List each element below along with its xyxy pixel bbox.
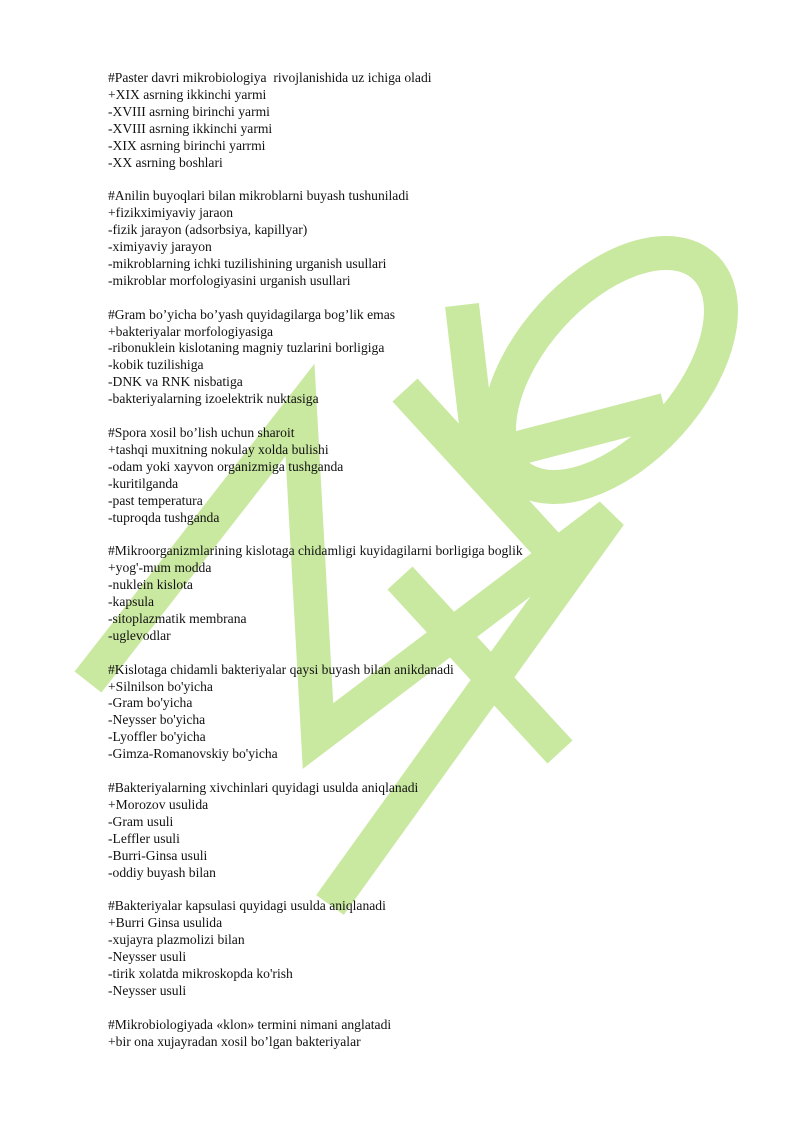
answer-option: -XVIII asrning ikkinchi yarmi: [108, 120, 273, 136]
question-text: #Bakteriyalar kapsulasi quyidagi usulda aniqlanadi: [108, 898, 386, 914]
correct-answer: +fizikximiyaviy jaraon: [108, 205, 234, 221]
answer-option: -oddiy buyash bilan: [108, 864, 216, 880]
correct-answer: +Morozov usulida: [108, 796, 209, 812]
answer-option: -nuklein kislota: [108, 577, 193, 593]
answer-option: -tuproqda tushganda: [108, 509, 220, 525]
answer-option: -ribonuklein kislotaning magniy tuzlarini borligiga: [108, 340, 385, 356]
answer-option: -bakteriyalarning izoelektrik nuktasiga: [108, 391, 319, 407]
answer-option: -xujayra plazmolizi bilan: [108, 932, 245, 948]
question-block: [108, 307, 728, 408]
question-text: #Bakteriyalarning xivchinlari quyidagi usulda aniqlanadi: [108, 779, 419, 795]
answer-option: -tirik xolatda mikroskopda ko'rish: [108, 965, 293, 981]
question-block: [108, 780, 728, 881]
question-block: [108, 188, 728, 289]
question-text: #Paster davri mikrobiologiya rivojlanishida uz ichiga oladi: [108, 70, 432, 85]
correct-answer: +XIX asrning ikkinchi yarmi: [108, 86, 267, 102]
answer-option: -Gram bo'yicha: [108, 695, 193, 711]
question-text: #Anilin buyoqlari bilan mikroblarni buyash tushuniladi: [108, 188, 409, 204]
answer-option: -fizik jarayon (adsorbsiya, kapillyar): [108, 222, 308, 238]
answer-option: -Lyoffler bo'yicha: [108, 729, 206, 745]
answer-option: -Neysser bo'yicha: [108, 712, 206, 728]
answer-option: -XIX asrning birinchi yarrmi: [108, 137, 266, 153]
answer-option: -Neysser usuli: [108, 982, 187, 998]
answer-option: -kuritilganda: [108, 475, 179, 491]
question-block: [108, 1017, 728, 1051]
answer-option: -uglevodlar: [108, 627, 171, 643]
answer-option: -kapsula: [108, 594, 155, 610]
question-block: [108, 70, 728, 171]
answer-option: -mikroblarning ichki tuzilishining urganish usullari: [108, 255, 387, 271]
answer-option: -Gram usuli: [108, 813, 174, 829]
question-block: [108, 425, 728, 526]
answer-option: -past temperatura: [108, 492, 203, 508]
answer-option: -DNK va RNK nisbatiga: [108, 374, 243, 390]
question-text: #Kislotaga chidamli bakteriyalar qaysi buyash bilan anikdanadi: [108, 661, 454, 677]
question-text: #Spora xosil bo’lish uchun sharoit: [108, 424, 295, 440]
answer-option: -Burri-Ginsa usuli: [108, 847, 208, 863]
correct-answer: +bakteriyalar morfologiyasiga: [108, 323, 274, 339]
question-block: [108, 543, 728, 644]
correct-answer: +tashqi muxitning nokulay xolda bulishi: [108, 441, 329, 457]
answer-option: -mikroblar morfologiyasini urganish usullari: [108, 272, 351, 288]
answer-option: -Leffler usuli: [108, 830, 180, 846]
question-text: #Mikroorganizmlarining kislotaga chidamligi kuyidagilarni borligiga boglik: [108, 543, 523, 559]
answer-option: -kobik tuzilishiga: [108, 357, 204, 373]
answer-option: -ximiyaviy jarayon: [108, 239, 212, 255]
correct-answer: +yog'-mum modda: [108, 560, 212, 576]
question-text: #Gram bo’yicha bo’yash quyidagilarga bog’lik emas: [108, 306, 396, 322]
answer-option: -odam yoki xayvon organizmiga tushganda: [108, 458, 344, 474]
answer-option: -XVIII asrning birinchi yarmi: [108, 103, 270, 119]
answer-option: -XX asrning boshlari: [108, 154, 223, 170]
correct-answer: +Burri Ginsa usulida: [108, 915, 223, 931]
correct-answer: +bir ona xujayradan xosil bo’lgan bakteriyalar: [108, 1033, 361, 1049]
question-list: [108, 70, 728, 1067]
question-block: [108, 898, 728, 999]
answer-option: -Neysser usuli: [108, 949, 187, 965]
answer-option: -Gimza-Romanovskiy bo'yicha: [108, 746, 278, 762]
question-block: [108, 662, 728, 763]
answer-option: -sitoplazmatik membrana: [108, 610, 247, 626]
question-text: #Mikrobiologiyada «klon» termini nimani anglatadi: [108, 1016, 392, 1032]
correct-answer: +Silnilson bo'yicha: [108, 678, 213, 694]
